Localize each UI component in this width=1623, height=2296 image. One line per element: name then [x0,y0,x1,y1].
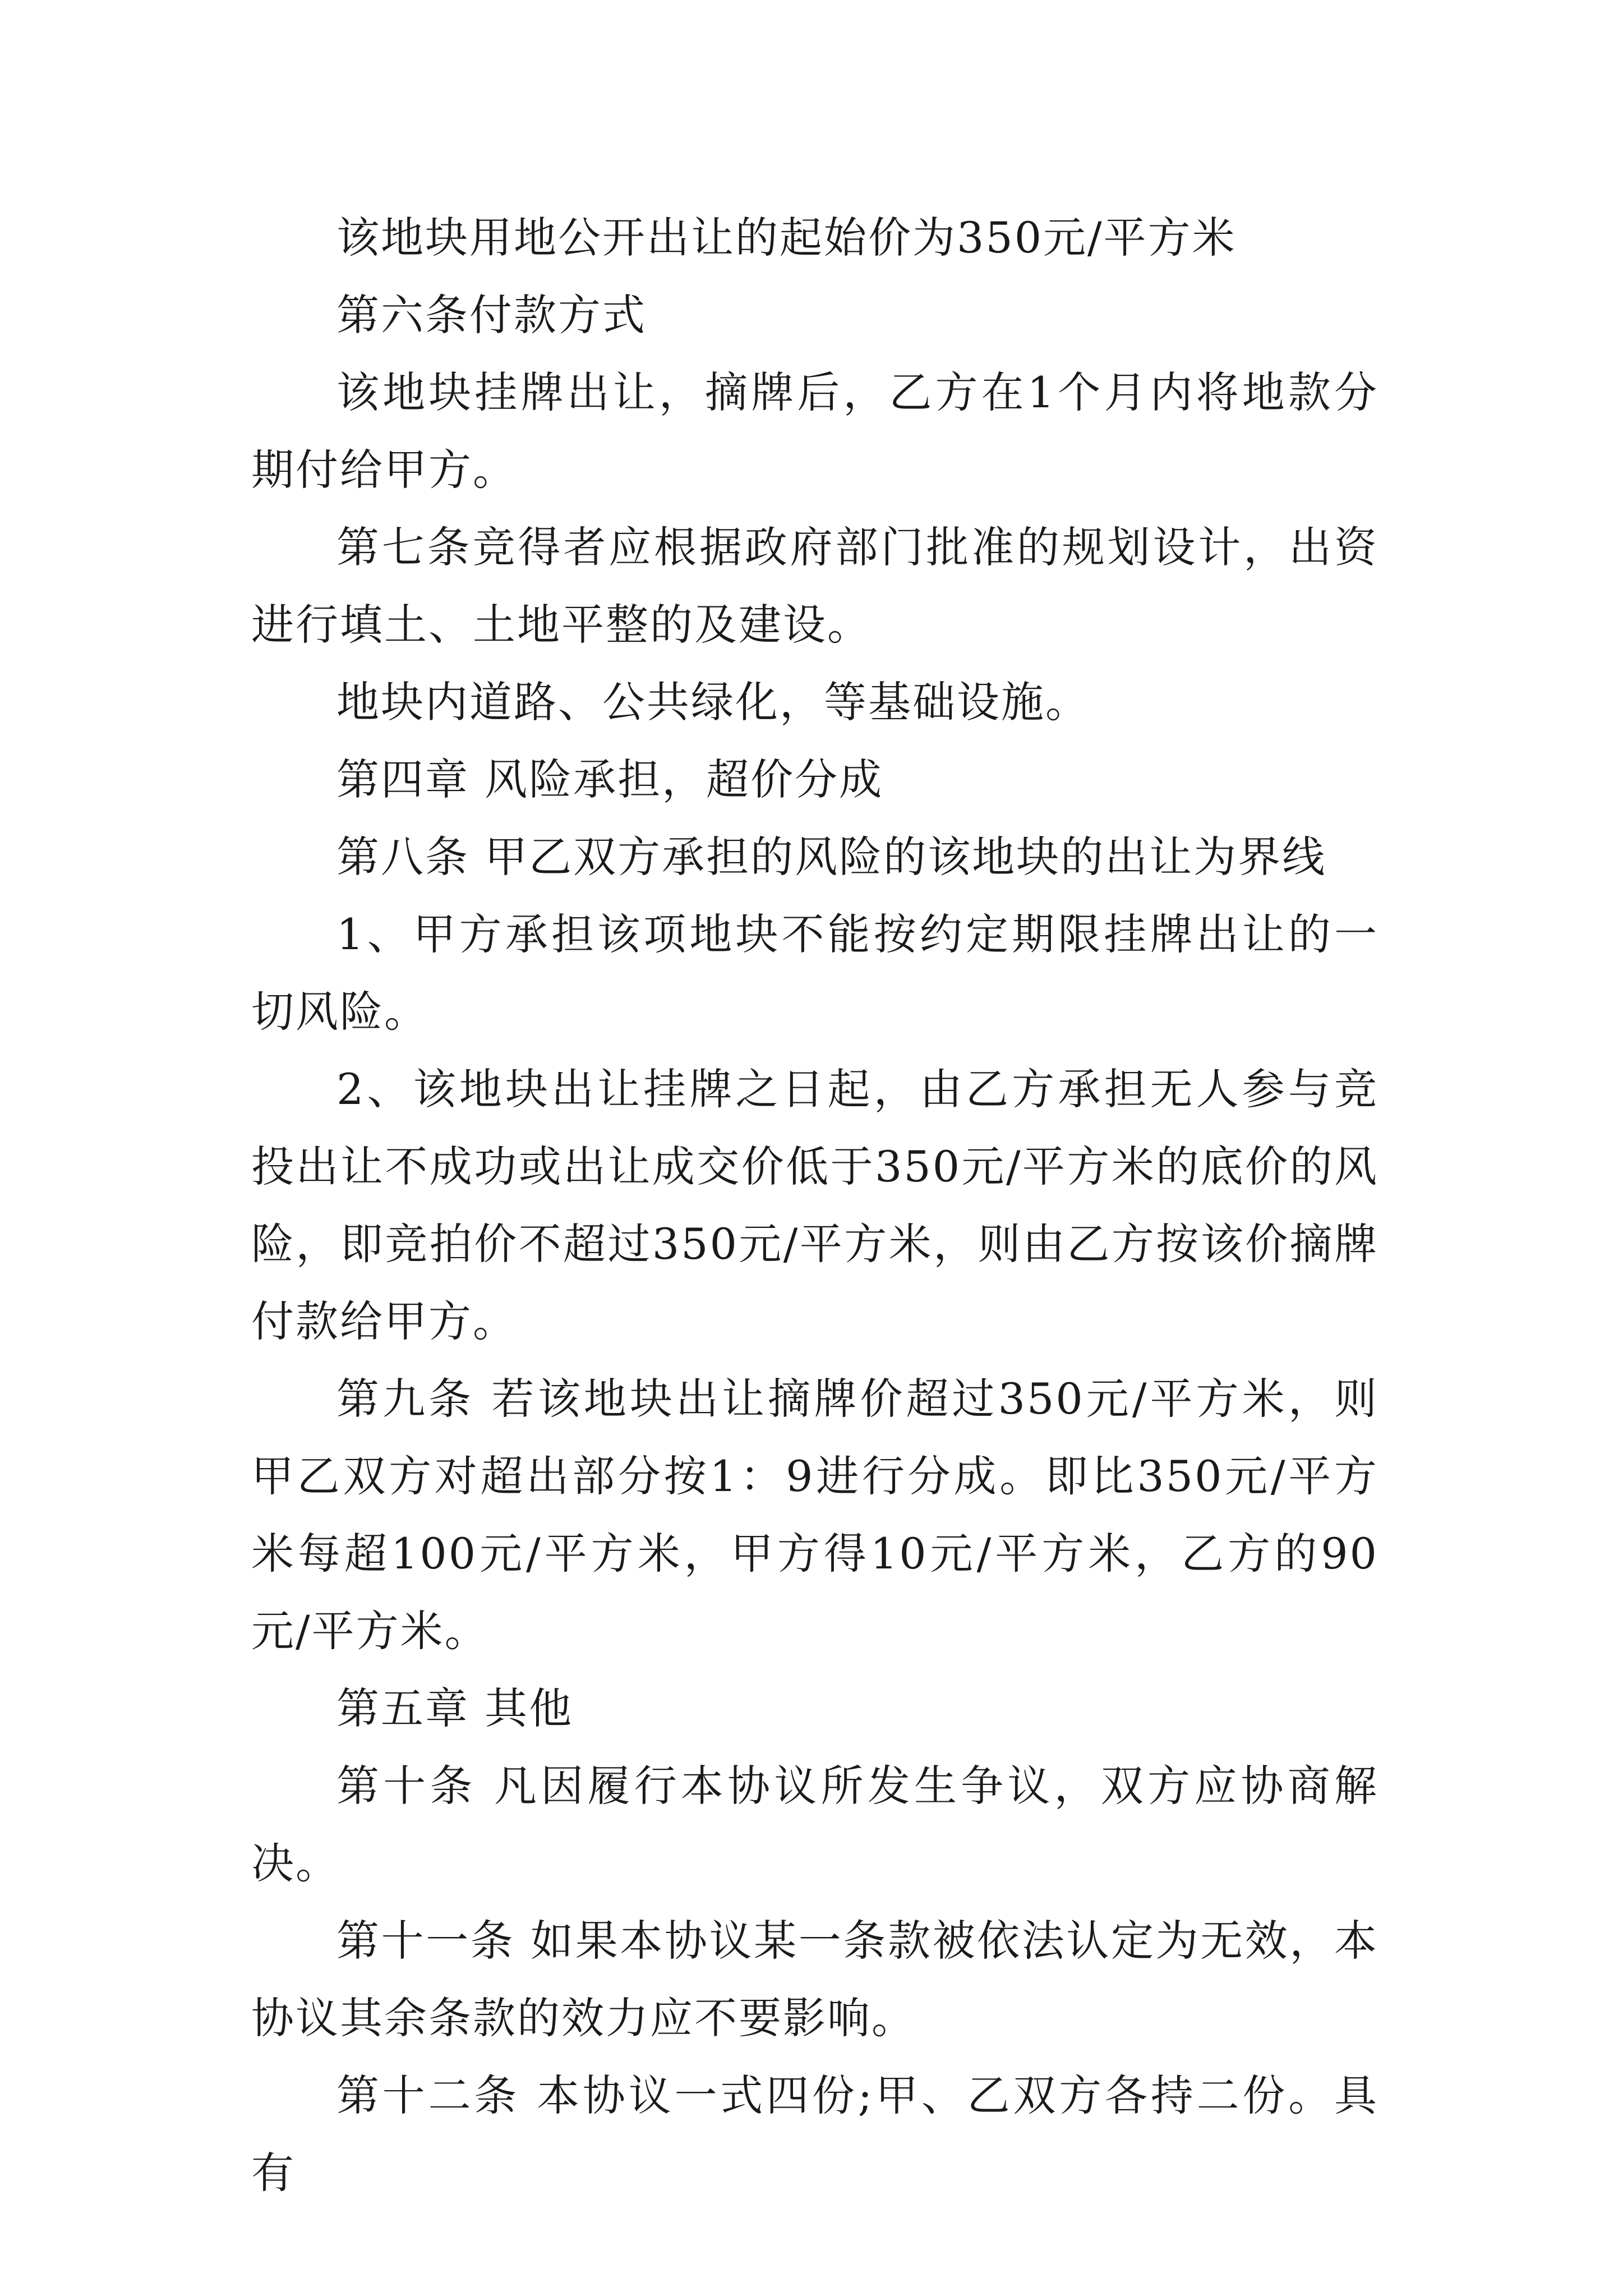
paragraph-payment-terms: 该地块挂牌出让，摘牌后，乙方在1个月内将地款分期付给甲方。 [251,367,1378,495]
paragraph-article-12: 第十二条 本协议一式四份;甲、乙双方各持二份。具有 [251,2070,1378,2198]
paragraph-article-8: 第八条 甲乙双方承担的风险的该地块的出让为界线 [336,832,1327,882]
paragraph-article-6-heading: 第六条付款方式 [336,290,647,340]
paragraph-risk-party-a: 1、甲方承担该项地块不能按约定期限挂牌出让的一切风险。 [251,909,1378,1037]
paragraph-risk-party-b: 2、该地块出让挂牌之日起，由乙方承担无人参与竞投出让不成功或出让成交价低于350元/平方米的底价的风险，即竞拍价不超过350元/平方米，则由乙方按该价摘牌付款给甲方。 [251,1064,1378,1346]
paragraph-infrastructure: 地块内道路、公共绿化，等基础设施。 [336,677,1090,727]
paragraph-chapter-5-heading: 第五章 其他 [336,1683,574,1733]
paragraph-article-11: 第十一条 如果本协议某一条款被依法认定为无效，本协议其余条款的效力应不要影响。 [251,1916,1378,2043]
paragraph-starting-price: 该地块用地公开出让的起始价为350元/平方米 [336,213,1237,263]
document-body [251,199,1378,2212]
paragraph-article-7: 第七条竞得者应根据政府部门批准的规划设计，出资进行填土、土地平整的及建设。 [251,522,1378,650]
paragraph-chapter-4-heading: 第四章 风险承担，超价分成 [336,754,884,804]
paragraph-article-10: 第十条 凡因履行本协议所发生争议，双方应协商解决。 [251,1761,1378,1888]
paragraph-article-9: 第九条 若该地块出让摘牌价超过350元/平方米，则甲乙双方对超出部分按1：9进行分成。即比350元/平方米每超100元/平方米，甲方得10元/平方米，乙方的90元/平方米。 [251,1374,1378,1656]
